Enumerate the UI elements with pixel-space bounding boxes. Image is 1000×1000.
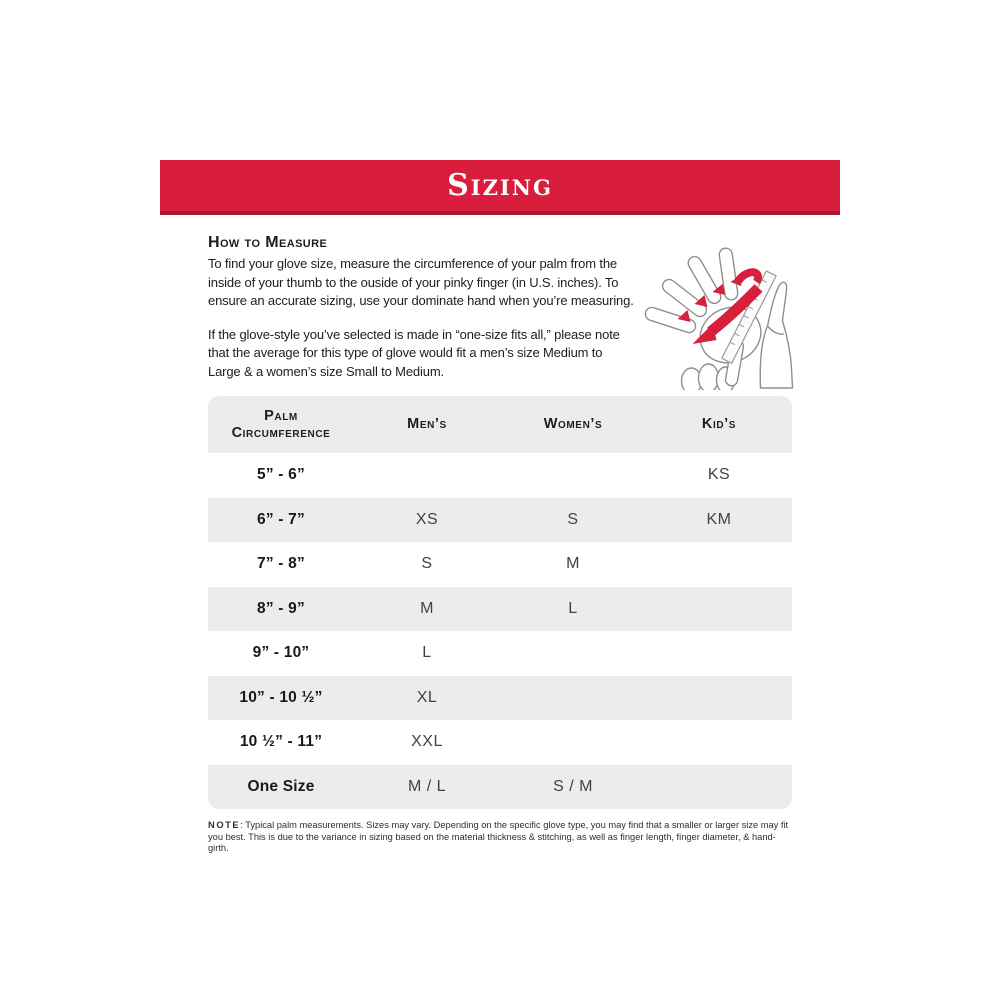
- mens-size-value: L: [422, 644, 432, 662]
- palm-circumference-value: One Size: [247, 777, 315, 795]
- mens-size-value: XS: [415, 510, 439, 528]
- mens-size-value: XXL: [411, 733, 443, 751]
- palm-circumference-value: 6” - 7”: [257, 510, 305, 528]
- palm-circumference-value: 8” - 9”: [257, 599, 305, 617]
- kids-size-value: [646, 676, 792, 721]
- measure-paragraph-1: To find your glove size, measure the circumference of your palm from the inside of your thumb to the ouside of your pinky finger (in U.S. inches). To ensure an accurate sizing, use your dominate hand when you’re measuring.: [208, 256, 634, 309]
- palm-circumference-value: 10 ½” - 11”: [239, 733, 323, 751]
- womens-size-value: S: [567, 510, 579, 528]
- column-header-kids: Kid’s: [701, 416, 737, 432]
- table-row: [208, 453, 792, 498]
- table-row: [208, 587, 792, 632]
- palm-circumference-value: 5” - 6”: [257, 466, 305, 484]
- kids-size-value: KS: [707, 466, 731, 484]
- table-row: [208, 676, 792, 721]
- size-table-header: [208, 396, 792, 453]
- womens-size-value: [500, 720, 646, 765]
- table-row: [208, 765, 792, 810]
- how-to-measure-heading: How to Measure: [208, 234, 328, 251]
- mens-size-value: S: [421, 555, 433, 573]
- palm-circumference-value: 10” - 10 ½”: [239, 688, 323, 706]
- footnote: [208, 820, 792, 855]
- mens-size-value: XL: [416, 688, 438, 706]
- page-title: Sizing: [447, 167, 553, 203]
- womens-size-value: L: [568, 599, 578, 617]
- footnote-label: NOTE: [208, 820, 241, 830]
- mens-size-value: M: [420, 599, 434, 617]
- mens-size-value: [354, 453, 500, 498]
- column-header-mens: Men’s: [407, 416, 447, 432]
- womens-size-value: [500, 453, 646, 498]
- mens-size-value: M / L: [407, 777, 447, 795]
- hand-measurement-illustration: [642, 240, 802, 390]
- kids-size-value: [646, 587, 792, 632]
- column-header-womens: Women’s: [543, 416, 603, 432]
- table-row: [208, 631, 792, 676]
- size-table-body: [208, 453, 792, 809]
- table-row: [208, 498, 792, 543]
- kids-size-value: [646, 631, 792, 676]
- table-row: [208, 542, 792, 587]
- kids-size-value: [646, 765, 792, 810]
- womens-size-value: M: [566, 555, 580, 573]
- table-row: [208, 720, 792, 765]
- sizing-banner: [160, 160, 840, 215]
- womens-size-value: S / M: [553, 777, 593, 795]
- womens-size-value: [500, 676, 646, 721]
- kids-size-value: [646, 542, 792, 587]
- column-header-palm-circumference: Palm Circumference: [231, 407, 331, 441]
- how-to-measure-section: [208, 234, 792, 388]
- footnote-text: : Typical palm measurements. Sizes may vary. Depending on the specific glove type, you may find that a smaller or larger size may fit you best. This is due to the variance in sizing based on the material thickness & stitching, as well as finger length, finger diameter, & hand-girth.: [208, 820, 789, 854]
- kids-size-value: [646, 720, 792, 765]
- palm-circumference-value: 7” - 8”: [257, 555, 305, 573]
- content-area: [160, 234, 840, 855]
- palm-circumference-value: 9” - 10”: [252, 644, 310, 662]
- womens-size-value: [500, 631, 646, 676]
- kids-size-value: KM: [706, 510, 732, 528]
- measuring-hands-drawing: [642, 240, 802, 390]
- measure-paragraph-2: If the glove-style you’ve selected is made in “one-size fits all,” please note that the average for this type of glove would fit a men’s size Medium to Large & a women’s size Small to Medium.: [208, 326, 620, 379]
- sizing-frame: [160, 160, 840, 855]
- size-table: [208, 396, 792, 809]
